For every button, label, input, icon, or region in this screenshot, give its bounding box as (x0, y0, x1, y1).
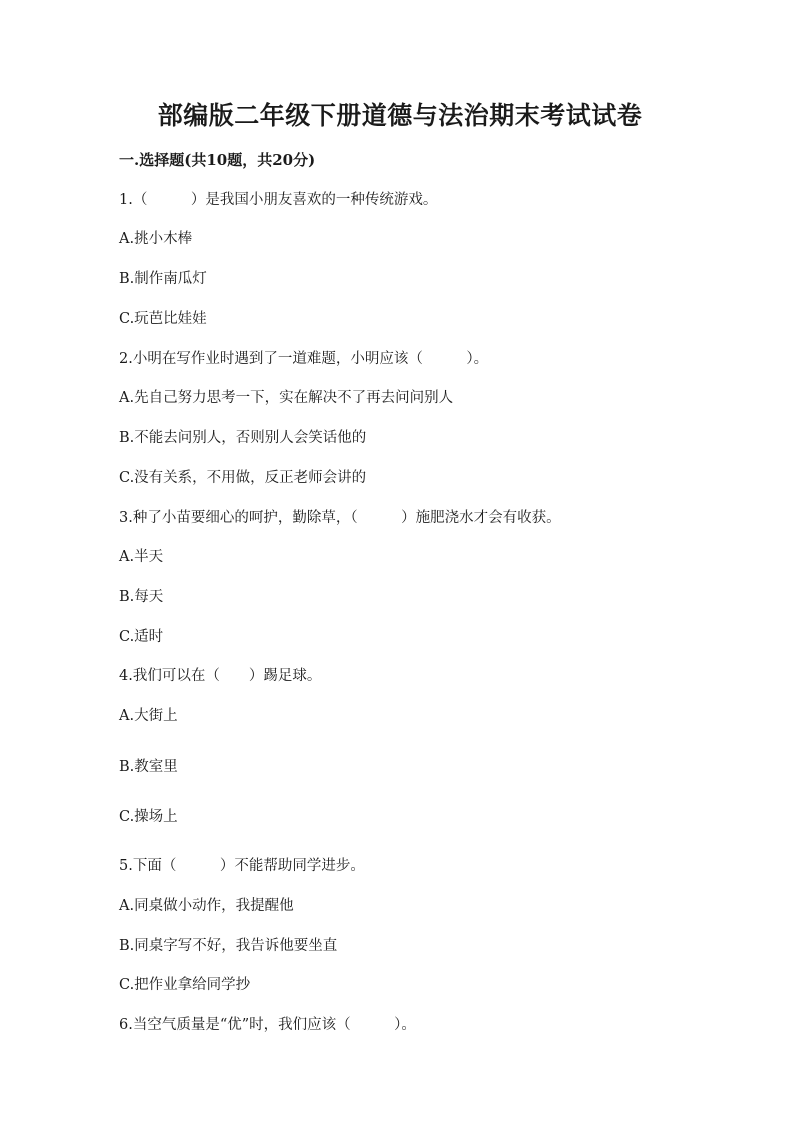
exam-title: 部编版二年级下册道德与法治期末考试试卷 (157, 101, 643, 130)
question-4-option-c: C.操场上 (119, 809, 178, 825)
question-1-stem: 1.（ ）是我国小朋友喜欢的一种传统游戏。 (119, 192, 438, 208)
question-1-option-a: A.挑小木棒 (119, 231, 193, 247)
section-heading: 一.选择题(共10题，共20分) (119, 151, 316, 169)
question-4-option-a: A.大街上 (119, 708, 178, 724)
question-2-option-c: C.没有关系，不用做，反正老师会讲的 (119, 470, 367, 486)
question-5-option-b: B.同桌字写不好，我告诉他要坐直 (119, 938, 338, 954)
question-1-option-b: B.制作南瓜灯 (119, 271, 207, 287)
question-5-stem: 5.下面（ ）不能帮助同学进步。 (119, 858, 365, 874)
question-3-option-b: B.每天 (119, 589, 164, 605)
question-5-option-c: C.把作业拿给同学抄 (119, 977, 251, 993)
question-5-option-a: A.同桌做小动作，我提醒他 (119, 898, 294, 914)
question-3-stem: 3.种了小苗要细心的呵护，勤除草，（ ）施肥浇水才会有收获。 (119, 510, 561, 526)
question-2-option-a: A.先自己努力思考一下，实在解决不了再去问问别人 (119, 390, 454, 406)
question-2-stem: 2.小明在写作业时遇到了一道难题，小明应该（ ）。 (119, 351, 489, 367)
question-3-option-a: A.半天 (119, 549, 164, 565)
question-3-option-c: C.适时 (119, 629, 164, 645)
question-2-option-b: B.不能去问别人，否则别人会笑话他的 (119, 430, 367, 446)
question-4-option-b: B.教室里 (119, 759, 178, 775)
question-1-option-c: C.玩芭比娃娃 (119, 311, 207, 327)
question-6-stem: 6.当空气质量是“优”时，我们应该（ ）。 (119, 1017, 416, 1033)
question-4-stem: 4.我们可以在（ ）踢足球。 (119, 668, 322, 684)
